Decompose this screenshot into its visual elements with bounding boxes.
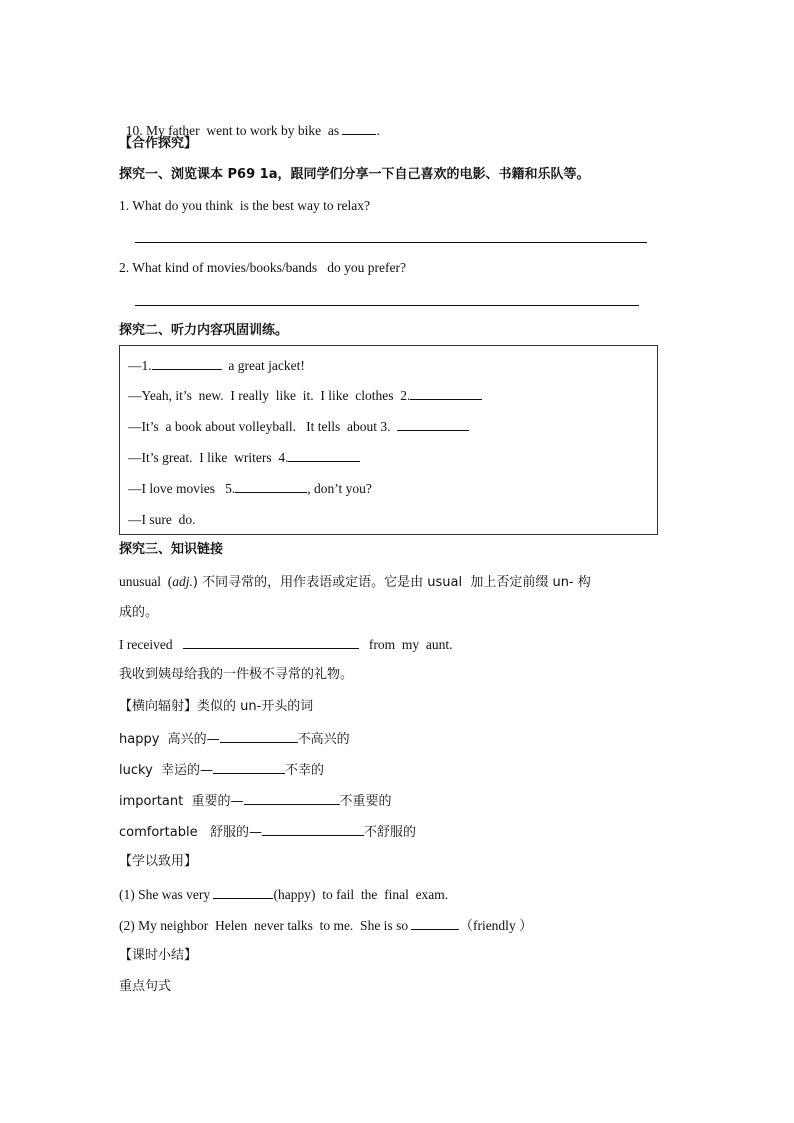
answer-blank[interactable] [397,417,469,431]
answer-line[interactable] [135,242,647,243]
explore-1-question-1: 1. What do you think is the best way to relax? [119,198,370,213]
unusual-definition: unusual (adj.) 不同寻常的，用作表语或定语。它是由 usual 加上否定前缀 un- 构 [119,574,591,590]
answer-blank[interactable] [213,760,285,774]
explore-1-heading: 探究一、浏览课本 P69 1a，跟同学们分享一下自己喜欢的电影、书籍和乐队等。 [119,167,590,182]
answer-blank[interactable] [220,729,298,743]
answer-blank[interactable] [152,356,222,370]
answer-blank[interactable] [288,448,360,462]
key-sentences-label: 重点句式 [119,979,172,994]
dialogue-line: —Yeah, it’s new. I really like it. I like clothes 2. [128,386,482,405]
word-pair: important 重要的— 不重要的 [119,791,392,811]
dialogue-line: —It’s great. I like writers 4. [128,448,360,467]
word-pair: lucky 幸运的— 不幸的 [119,760,324,780]
dialogue-line: —1. a great jacket! [128,358,305,373]
question-10: 10. My father went to work by bike as . [125,123,380,138]
answer-blank[interactable] [342,121,376,135]
apply-question-1: (1) She was very (happy) to fail the final exam. [119,887,449,902]
answer-blank[interactable] [183,635,359,649]
answer-blank[interactable] [213,885,273,899]
word-pair: happy 高兴的— 不高兴的 [119,729,350,749]
section-heading-cooperative: 【合作探究】 [119,136,198,151]
apply-question-2: (2) My neighbor Helen never talks to me. She is so （friendly ） [119,918,533,933]
dialogue-line: —I love movies 5. , don’t you? [128,481,372,496]
question-10-text: 10. My father went to work by bike as [125,123,343,138]
explore-1-question-2: 2. What kind of movies/books/bands do you prefer? [119,260,406,275]
listening-dialogue-box [119,345,658,535]
unusual-definition-cont: 成的。 [119,605,159,620]
example-translation: 我收到姨母给我的一件极不寻常的礼物。 [119,667,354,682]
answer-blank[interactable] [235,479,307,493]
answer-blank[interactable] [410,386,482,400]
dialogue-line: —It’s a book about volleyball. It tells about 3. [128,417,469,436]
explore-3-heading: 探究三、知识链接 [119,542,224,557]
apply-heading: 【学以致用】 [119,854,198,869]
word-pair: comfortable 舒服的— 不舒服的 [119,822,416,842]
answer-blank[interactable] [244,791,340,805]
answer-blank[interactable] [262,822,364,836]
dialogue-line: —I sure do. [128,512,196,527]
answer-line[interactable] [135,305,639,306]
example-sentence: I received from my aunt. [119,637,453,652]
radiation-heading: 【横向辐射】类似的 un-开头的词 [119,699,314,714]
summary-heading: 【课时小结】 [119,948,198,963]
answer-blank[interactable] [411,916,459,930]
explore-2-heading: 探究二、听力内容巩固训练。 [119,323,289,338]
